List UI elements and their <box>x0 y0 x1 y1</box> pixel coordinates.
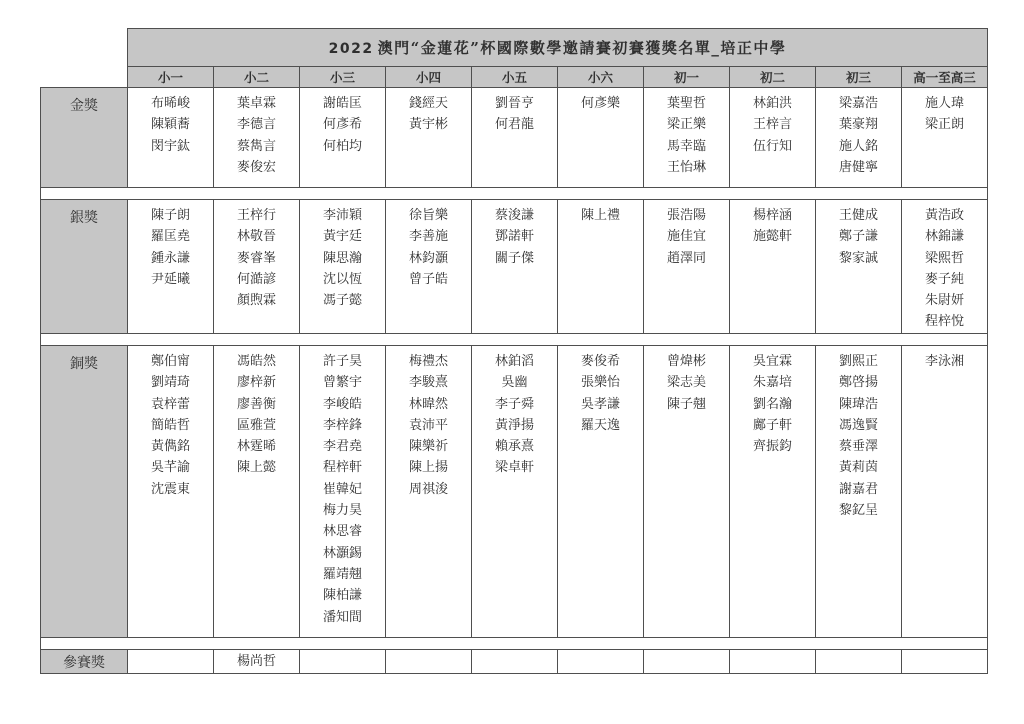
silver-cell-8 <box>730 200 816 334</box>
winner-name: 賴承熹 <box>494 439 534 455</box>
separator-cell <box>41 638 988 650</box>
winner-name: 李泳湘 <box>924 354 964 369</box>
winner-name: 林灝錫 <box>322 545 362 561</box>
grade-header-7: 初一 <box>644 67 730 88</box>
bronze-cell-4 <box>386 346 472 638</box>
winner-name: 李駿熹 <box>408 375 448 391</box>
winner-name: 袁梓蕾 <box>150 396 190 412</box>
winner-name: 曾繁宇 <box>322 375 362 391</box>
grade-header-4: 小四 <box>386 67 472 88</box>
participation-cell-10 <box>902 650 988 674</box>
winner-name: 何澔諺 <box>236 271 276 287</box>
winner-name: 王健成 <box>838 208 878 223</box>
grade-header-8: 初二 <box>730 67 816 88</box>
winner-name: 羅匡堯 <box>150 229 190 245</box>
award-row-silver <box>41 200 988 334</box>
winner-name: 蔡雋言 <box>236 138 276 154</box>
winner-name: 梁卓軒 <box>494 460 534 476</box>
winner-name: 吳幽 <box>501 375 528 391</box>
winner-name: 葉卓霖 <box>236 96 276 111</box>
grade-header-row <box>41 67 988 88</box>
silver-cell-1 <box>128 200 214 334</box>
bronze-cell-10 <box>902 346 988 638</box>
winner-name: 黎家誠 <box>838 250 878 266</box>
winner-name: 黎釔呈 <box>838 503 878 519</box>
winner-name: 顏煦霖 <box>236 293 276 309</box>
title-row <box>41 29 988 67</box>
winner-name: 李沛穎 <box>322 208 362 223</box>
winner-name: 劉名瀚 <box>752 396 792 412</box>
winner-name: 梁志美 <box>666 375 706 391</box>
winner-name: 梅禮杰 <box>408 354 448 369</box>
winner-name: 林錦謙 <box>924 229 964 245</box>
winner-name: 陳樂祈 <box>408 439 448 455</box>
participation-cell-6 <box>558 650 644 674</box>
winner-name: 周祺浚 <box>408 481 448 497</box>
winner-name: 閔宇鈦 <box>150 138 190 154</box>
winner-name: 陳柏謙 <box>322 588 362 604</box>
winner-name: 劉晉亨 <box>494 96 534 111</box>
winner-name: 伍行知 <box>752 138 792 154</box>
winner-name: 黃浩政 <box>924 208 964 223</box>
winner-name: 楊梓涵 <box>752 208 792 223</box>
winner-name: 朱尉妍 <box>924 293 964 309</box>
winner-name: 林思睿 <box>322 524 362 540</box>
winner-name: 梅力昊 <box>322 503 362 519</box>
gold-cell-2 <box>214 88 300 188</box>
winner-name: 林鉑洪 <box>752 96 792 111</box>
winner-name: 梁正朗 <box>924 117 964 133</box>
gold-cell-6 <box>558 88 644 188</box>
winner-name: 朱嘉培 <box>752 375 792 391</box>
winner-name: 吳芊諭 <box>150 460 190 476</box>
document-title <box>128 29 988 67</box>
winner-name: 李君堯 <box>322 439 362 455</box>
bronze-label: 銅獎 <box>41 346 128 638</box>
bronze-cell-6 <box>558 346 644 638</box>
silver-cell-6 <box>558 200 644 334</box>
grade-header-6: 小六 <box>558 67 644 88</box>
separator-cell <box>41 188 988 200</box>
winner-name: 陳子朗 <box>150 208 190 223</box>
participation-cell-8 <box>730 650 816 674</box>
winner-name: 麥俊宏 <box>236 159 276 175</box>
winner-name: 蔡垂澤 <box>838 439 878 455</box>
winner-name: 潘知間 <box>322 609 362 625</box>
silver-cell-3 <box>300 200 386 334</box>
winner-name: 謝皓匡 <box>322 96 362 111</box>
winner-name: 陳思瀚 <box>322 250 362 266</box>
winner-name: 布晞峻 <box>150 96 190 111</box>
separator-row <box>41 188 988 200</box>
winner-name: 鄧諾軒 <box>494 229 534 245</box>
bronze-cell-9 <box>816 346 902 638</box>
winner-name: 趙澤同 <box>666 250 706 266</box>
winner-name: 麥俊希 <box>580 354 620 369</box>
bronze-cell-8 <box>730 346 816 638</box>
winner-name: 陳穎蕎 <box>150 117 190 133</box>
winner-name: 陳上懿 <box>236 460 276 476</box>
winner-name: 施佳宜 <box>666 229 706 245</box>
winner-name: 陳瑋浩 <box>838 396 878 412</box>
separator-row <box>41 638 988 650</box>
bronze-cell-1 <box>128 346 214 638</box>
participation-cell-9 <box>816 650 902 674</box>
grade-header-10: 高一至高三 <box>902 67 988 88</box>
winner-name: 黃淨揚 <box>494 417 534 433</box>
winner-name: 楊尚哲 <box>236 653 276 669</box>
participation-cell-7 <box>644 650 730 674</box>
winner-name: 吳孝謙 <box>580 396 620 412</box>
bronze-cell-7 <box>644 346 730 638</box>
winner-name: 施人銘 <box>838 138 878 154</box>
winner-name: 徐旨樂 <box>408 208 448 223</box>
gold-cell-10 <box>902 88 988 188</box>
winner-name: 李峻皓 <box>322 396 362 412</box>
separator-cell <box>41 334 988 346</box>
grade-header-2: 小二 <box>214 67 300 88</box>
gold-cell-5 <box>472 88 558 188</box>
winner-name: 葉聖哲 <box>666 96 706 111</box>
winner-name: 程梓悅 <box>924 314 964 330</box>
award-row-gold <box>41 88 988 188</box>
winner-name: 羅靖翹 <box>322 566 362 582</box>
winner-name: 陳子翹 <box>666 396 706 412</box>
award-row-participation <box>41 650 988 674</box>
winner-name: 齊振鈞 <box>752 439 792 455</box>
winner-name: 鄭子謙 <box>838 229 878 245</box>
winner-name: 羅天逸 <box>580 417 620 433</box>
winner-name: 葉豪翔 <box>838 117 878 133</box>
winner-name: 區雅萱 <box>236 417 276 433</box>
grade-header-3: 小三 <box>300 67 386 88</box>
winner-name: 張樂怡 <box>580 375 620 391</box>
winner-name: 曾子皓 <box>408 271 448 287</box>
winner-name: 吳宜霖 <box>752 354 792 369</box>
winner-name: 劉靖琦 <box>150 375 190 391</box>
winner-name: 黃宇彬 <box>408 117 448 133</box>
participation-cell-3 <box>300 650 386 674</box>
winner-name: 鄺子軒 <box>752 417 792 433</box>
winner-name: 李梓鋒 <box>322 417 362 433</box>
participation-cell-5 <box>472 650 558 674</box>
winner-name: 王梓行 <box>236 208 276 223</box>
corner-cell <box>41 29 128 88</box>
winner-name: 謝嘉君 <box>838 481 878 497</box>
title-year: 2022 <box>328 41 374 57</box>
gold-label: 金獎 <box>41 88 128 188</box>
winner-name: 王怡琳 <box>666 159 706 175</box>
grade-header-9: 初三 <box>816 67 902 88</box>
winner-name: 鍾永謙 <box>150 250 190 266</box>
winner-name: 馮皓然 <box>236 354 276 369</box>
silver-label: 銀獎 <box>41 200 128 334</box>
winner-name: 馬幸臨 <box>666 138 706 154</box>
bronze-cell-3 <box>300 346 386 638</box>
winner-name: 錢經天 <box>408 96 448 111</box>
winner-name: 馮子懿 <box>322 293 362 309</box>
winner-name: 張浩陽 <box>666 208 706 223</box>
winner-name: 廖善衡 <box>236 396 276 412</box>
winner-name: 林鈞灝 <box>408 250 448 266</box>
winner-name: 陳上禮 <box>580 208 620 223</box>
winner-name: 陳上揚 <box>408 460 448 476</box>
bronze-cell-5 <box>472 346 558 638</box>
winner-name: 林暐然 <box>408 396 448 412</box>
winner-name: 何彥希 <box>322 117 362 133</box>
winner-name: 王梓言 <box>752 117 792 133</box>
winner-name: 何柏均 <box>322 138 362 154</box>
winner-name: 劉熙正 <box>838 354 878 369</box>
winner-name: 沈以恆 <box>322 271 362 287</box>
winner-name: 許子昊 <box>322 354 362 369</box>
winner-name: 曾煒彬 <box>666 354 706 369</box>
winner-name: 黃儁銘 <box>150 439 190 455</box>
winner-name: 梁熙哲 <box>924 250 964 266</box>
winner-name: 何君龍 <box>494 117 534 133</box>
winner-name: 林鉑滔 <box>494 354 534 369</box>
winner-name: 林敬晉 <box>236 229 276 245</box>
winner-name: 麥子純 <box>924 271 964 287</box>
winner-name: 沈震東 <box>150 481 190 497</box>
participation-cell-4 <box>386 650 472 674</box>
gold-cell-9 <box>816 88 902 188</box>
winner-name: 黃莉茵 <box>838 460 878 476</box>
silver-cell-10 <box>902 200 988 334</box>
winner-name: 鄭啓揚 <box>838 375 878 391</box>
winner-name: 程梓軒 <box>322 460 362 476</box>
winner-name: 黃宇廷 <box>322 229 362 245</box>
title-text: 澳門“金蓮花”杯國際數學邀請賽初賽獲獎名單_培正中學 <box>377 39 787 57</box>
winner-name: 唐健寧 <box>838 159 878 175</box>
participation-cell-2 <box>214 650 300 674</box>
bronze-cell-2 <box>214 346 300 638</box>
winner-name: 梁嘉浩 <box>838 96 878 111</box>
winner-name: 李子舜 <box>494 396 534 412</box>
grade-header-1: 小一 <box>128 67 214 88</box>
winner-name: 李善施 <box>408 229 448 245</box>
silver-cell-4 <box>386 200 472 334</box>
winner-name: 廖梓新 <box>236 375 276 391</box>
winner-name: 施懿軒 <box>752 229 792 245</box>
grade-header-5: 小五 <box>472 67 558 88</box>
winner-name: 馮逸賢 <box>838 417 878 433</box>
gold-cell-3 <box>300 88 386 188</box>
winner-name: 梁正樂 <box>666 117 706 133</box>
winner-name: 崔韓妃 <box>322 481 362 497</box>
silver-cell-9 <box>816 200 902 334</box>
winner-name: 鄭伯甯 <box>150 354 190 369</box>
gold-cell-8 <box>730 88 816 188</box>
participation-label: 參賽獎 <box>41 650 128 674</box>
gold-cell-4 <box>386 88 472 188</box>
winner-name: 尹延曦 <box>150 271 190 287</box>
winner-name: 麥睿峯 <box>236 250 276 266</box>
silver-cell-2 <box>214 200 300 334</box>
winner-name: 施人瑋 <box>924 96 964 111</box>
winner-name: 簡皓哲 <box>150 417 190 433</box>
winner-name: 何彥樂 <box>580 96 620 111</box>
winner-name: 蔡浚謙 <box>494 208 534 223</box>
award-row-bronze <box>41 346 988 638</box>
participation-cell-1 <box>128 650 214 674</box>
silver-cell-5 <box>472 200 558 334</box>
winner-name: 林霆晞 <box>236 439 276 455</box>
gold-cell-1 <box>128 88 214 188</box>
awards-table <box>40 28 988 674</box>
gold-cell-7 <box>644 88 730 188</box>
winner-name: 袁沛平 <box>408 417 448 433</box>
winner-name: 李德言 <box>236 117 276 133</box>
separator-row <box>41 334 988 346</box>
silver-cell-7 <box>644 200 730 334</box>
winner-name: 關子傑 <box>494 250 534 266</box>
